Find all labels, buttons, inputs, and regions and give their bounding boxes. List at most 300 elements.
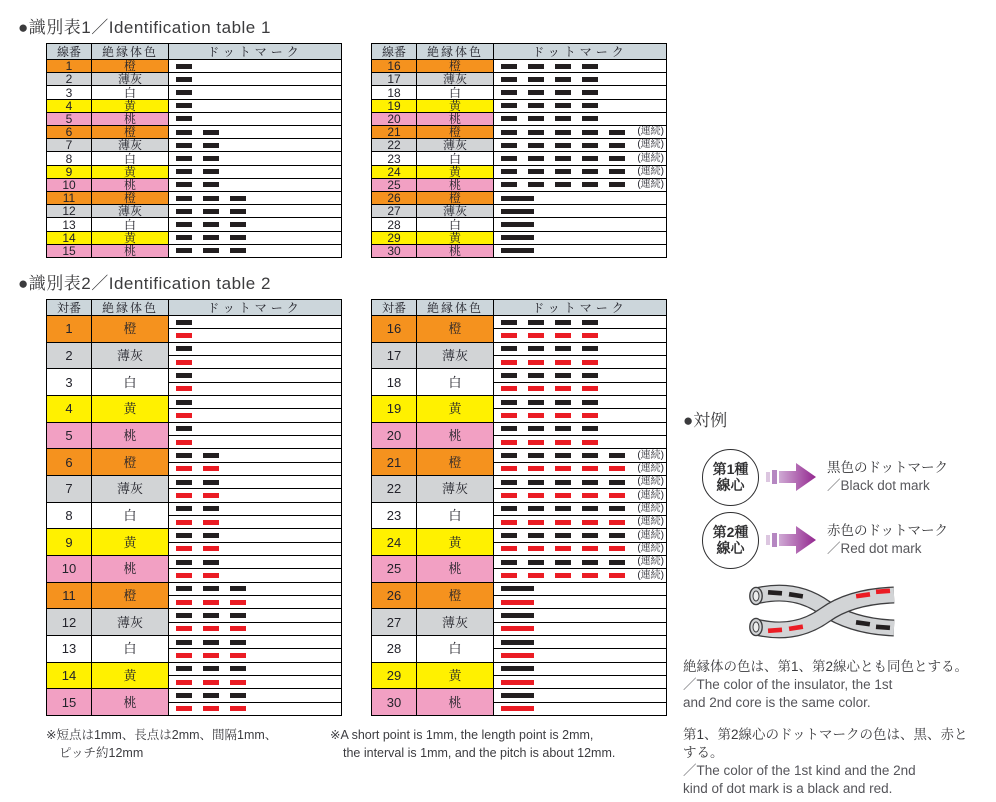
dot-dash xyxy=(555,520,571,525)
dot-dash xyxy=(609,480,625,485)
dot-dash xyxy=(230,680,246,685)
dot-dash xyxy=(555,182,571,187)
dot-dash xyxy=(501,248,534,253)
dot-dash xyxy=(582,426,598,431)
dot-dash xyxy=(501,196,534,201)
dot-dash xyxy=(555,320,571,325)
dot-mark-cell xyxy=(169,663,341,689)
dot-dash xyxy=(501,320,517,325)
wire-number-cell: 16 xyxy=(372,60,417,72)
table-row xyxy=(372,663,666,690)
dot-mark-cell xyxy=(494,369,666,395)
dot-dash xyxy=(555,143,571,148)
core-type-line: 第1種 xyxy=(712,460,749,477)
wire-number-cell: 29 xyxy=(372,232,417,244)
black-dot-row xyxy=(169,636,341,648)
wire-number-cell: 25 xyxy=(372,179,417,191)
core-type-line: 線心 xyxy=(716,540,745,556)
wire-number-cell: 12 xyxy=(47,205,92,217)
red-dot-row xyxy=(169,382,341,395)
insulator-color-cell: 白 xyxy=(92,503,169,529)
dot-dash xyxy=(528,453,544,458)
dot-mark-cell xyxy=(494,126,666,138)
wire-number-cell: 8 xyxy=(47,503,92,529)
dot-dash xyxy=(203,466,219,471)
wire-number-cell: 21 xyxy=(372,126,417,138)
wire-number-cell: 19 xyxy=(372,396,417,422)
column-header: 絶縁体色 xyxy=(92,300,169,315)
wire-number-cell: 13 xyxy=(47,218,92,230)
table-row xyxy=(47,152,341,165)
wire-number-cell: 8 xyxy=(47,152,92,164)
section-title-identification-table-1: ●識別表1／Identification table 1 xyxy=(18,18,271,37)
black-dot-row xyxy=(494,556,666,568)
dot-dash xyxy=(501,235,534,240)
black-dot-row xyxy=(494,423,666,435)
table-row xyxy=(47,529,341,556)
table-row xyxy=(47,689,341,715)
insulator-color-cell: 白 xyxy=(92,152,169,164)
continuous-label: (連続) xyxy=(637,165,664,177)
footnote-line: ※短点は1mm、長点は2mm、間隔1mm、 xyxy=(46,728,278,742)
dot-mark-cell xyxy=(494,449,666,475)
dot-mark-cell xyxy=(494,192,666,204)
dot-dash xyxy=(582,453,598,458)
red-dot-row xyxy=(494,462,666,475)
insulator-color-cell: 白 xyxy=(417,152,494,164)
dot-dash xyxy=(501,666,534,671)
dot-mark-cell xyxy=(169,100,341,112)
wire-number-cell: 4 xyxy=(47,100,92,112)
dot-dash xyxy=(501,346,517,351)
black-dot-row xyxy=(169,449,341,461)
red-dot-row xyxy=(494,435,666,448)
identification-table1-left xyxy=(46,43,342,258)
dot-dash xyxy=(203,533,219,538)
black-dot-row xyxy=(494,396,666,408)
insulator-color-cell: 橙 xyxy=(417,449,494,475)
dot-mark-cell xyxy=(169,449,341,475)
wire-number-cell: 22 xyxy=(372,476,417,502)
red-dot-row xyxy=(169,568,341,581)
dot-dash xyxy=(176,546,192,551)
red-dot-row xyxy=(169,462,341,475)
dot-mark-cell xyxy=(169,139,341,151)
wire-number-cell: 27 xyxy=(372,205,417,217)
insulator-color-cell: 薄灰 xyxy=(417,139,494,151)
insulator-color-cell: 薄灰 xyxy=(92,139,169,151)
dot-dash xyxy=(528,546,544,551)
dot-dash xyxy=(555,440,571,445)
red-dot-row xyxy=(169,435,341,448)
insulator-color-cell: 橙 xyxy=(92,192,169,204)
black-dot-row xyxy=(494,636,666,648)
dot-dash xyxy=(176,466,192,471)
footnote-japanese xyxy=(46,727,277,763)
table-row xyxy=(372,232,666,245)
dot-dash xyxy=(501,169,517,174)
table-row xyxy=(47,476,341,503)
red-dot-row xyxy=(494,702,666,715)
red-dot-row xyxy=(494,515,666,528)
red-dot-row xyxy=(494,382,666,395)
black-dot-row xyxy=(169,476,341,488)
red-dot-row xyxy=(494,622,666,635)
note-line: ／The color of the insulator, the 1st xyxy=(683,677,893,693)
continuous-label: (連続) xyxy=(637,139,664,151)
dot-dash xyxy=(203,130,219,135)
insulator-color-cell: 薄灰 xyxy=(92,609,169,635)
dot-mark-cell xyxy=(494,86,666,98)
note-line: 絶縁体の色は、第1、第2線心とも同色とする。 xyxy=(683,659,969,674)
wire-number-cell: 3 xyxy=(47,369,92,395)
table-row xyxy=(47,245,341,257)
black-dot-row xyxy=(494,583,666,595)
table-row xyxy=(372,139,666,152)
notes-block xyxy=(683,658,993,799)
table-row xyxy=(372,689,666,715)
dot-dash xyxy=(203,546,219,551)
dot-dash xyxy=(230,209,246,214)
dot-dash xyxy=(501,453,517,458)
dot-mark-cell xyxy=(494,663,666,689)
arrow-icon xyxy=(766,460,818,494)
footnote-line: ※A short point is 1mm, the length point is 2mm, xyxy=(330,728,594,742)
dot-mark-cell xyxy=(494,166,666,178)
table-row xyxy=(47,60,341,73)
dot-dash xyxy=(501,640,534,645)
dot-dash xyxy=(203,626,219,631)
dot-mark-cell xyxy=(494,476,666,502)
table-row xyxy=(372,449,666,476)
insulator-color-cell: 黄 xyxy=(417,529,494,555)
wire-number-cell: 17 xyxy=(372,343,417,369)
dot-dash xyxy=(176,453,192,458)
dot-dash xyxy=(230,235,246,240)
insulator-color-cell: 桃 xyxy=(92,179,169,191)
dot-mark-cell xyxy=(494,583,666,609)
dot-dash xyxy=(609,453,625,458)
dot-dash xyxy=(203,693,219,698)
wire-number-cell: 7 xyxy=(47,139,92,151)
dot-mark-cell xyxy=(494,73,666,85)
table-row xyxy=(372,343,666,370)
table-row xyxy=(47,609,341,636)
continuous-label: (連続) xyxy=(637,569,664,581)
dot-dash xyxy=(230,653,246,658)
dot-mark-cell xyxy=(169,166,341,178)
continuous-label: (連続) xyxy=(637,126,664,138)
table-row xyxy=(372,152,666,165)
black-dot-row xyxy=(169,556,341,568)
core-type-badge xyxy=(702,449,759,506)
dot-mark-cell xyxy=(169,192,341,204)
dot-dash xyxy=(528,116,544,121)
dot-mark-cell xyxy=(169,232,341,244)
insulator-color-cell: 薄灰 xyxy=(417,205,494,217)
red-dot-row xyxy=(169,648,341,661)
wire-number-cell: 4 xyxy=(47,396,92,422)
table-row xyxy=(372,529,666,556)
red-dot-row xyxy=(169,408,341,421)
table-row xyxy=(47,232,341,245)
dot-dash xyxy=(176,533,192,538)
dot-mark-cell xyxy=(494,689,666,715)
dot-mark-cell xyxy=(494,636,666,662)
wire-number-cell: 25 xyxy=(372,556,417,582)
dot-dash xyxy=(528,143,544,148)
table-row xyxy=(47,100,341,113)
insulator-color-cell: 白 xyxy=(417,636,494,662)
legend-item xyxy=(702,510,948,570)
identification-table2-right xyxy=(371,299,667,716)
insulator-color-cell: 桃 xyxy=(417,689,494,715)
table-row xyxy=(372,245,666,257)
dot-dash xyxy=(501,116,517,121)
table-header-row xyxy=(47,44,341,60)
table-row xyxy=(47,343,341,370)
red-dot-row xyxy=(169,328,341,341)
wire-number-cell: 11 xyxy=(47,192,92,204)
wire-number-cell: 24 xyxy=(372,166,417,178)
dot-dash xyxy=(555,77,571,82)
legend-label-en: ／Red dot mark xyxy=(827,541,922,556)
dot-mark-cell xyxy=(494,396,666,422)
dot-dash xyxy=(176,386,192,391)
table-row xyxy=(372,126,666,139)
insulator-color-cell: 白 xyxy=(92,218,169,230)
arrow-icon xyxy=(766,523,818,557)
insulator-color-cell: 黄 xyxy=(92,663,169,689)
insulator-color-cell: 桃 xyxy=(417,423,494,449)
black-dot-row xyxy=(169,609,341,621)
dot-dash xyxy=(176,706,192,711)
continuous-label: (連続) xyxy=(637,178,664,190)
red-dot-row xyxy=(494,488,666,501)
dot-dash xyxy=(203,235,219,240)
dot-dash xyxy=(609,506,625,511)
dot-dash xyxy=(501,560,517,565)
dot-dash xyxy=(203,493,219,498)
dot-dash xyxy=(528,182,544,187)
dot-dash xyxy=(582,130,598,135)
dot-dash xyxy=(501,77,517,82)
dot-mark-cell xyxy=(169,245,341,257)
black-dot-row xyxy=(494,529,666,541)
column-header: 対番 xyxy=(372,300,417,315)
dot-mark-cell xyxy=(169,316,341,342)
dot-mark-cell xyxy=(494,316,666,342)
dot-dash xyxy=(555,493,571,498)
dot-dash xyxy=(609,466,625,471)
wire-number-cell: 14 xyxy=(47,232,92,244)
dot-dash xyxy=(528,169,544,174)
dot-dash xyxy=(582,466,598,471)
table-row xyxy=(47,316,341,343)
dot-dash xyxy=(582,360,598,365)
table-row xyxy=(372,218,666,231)
core-type-badge xyxy=(702,512,759,569)
insulator-color-cell: 白 xyxy=(417,86,494,98)
dot-dash xyxy=(582,480,598,485)
core-type-line: 線心 xyxy=(716,477,745,493)
dot-mark-cell xyxy=(169,152,341,164)
legend-section-title: ●対例 xyxy=(683,411,728,430)
dot-mark-cell xyxy=(494,113,666,125)
insulator-color-cell: 橙 xyxy=(417,316,494,342)
wire-number-cell: 10 xyxy=(47,179,92,191)
table-row xyxy=(372,113,666,126)
dot-mark-cell xyxy=(494,152,666,164)
dot-dash xyxy=(501,360,517,365)
dot-dash xyxy=(528,360,544,365)
dot-mark-cell xyxy=(169,636,341,662)
dot-dash xyxy=(501,209,534,214)
legend-label-jp: 黒色のドットマーク xyxy=(827,460,948,476)
dot-dash xyxy=(176,333,192,338)
wire-number-cell: 11 xyxy=(47,583,92,609)
dot-dash xyxy=(555,156,571,161)
insulator-color-cell: 橙 xyxy=(92,60,169,72)
insulator-color-cell: 桃 xyxy=(92,423,169,449)
table-row xyxy=(372,60,666,73)
dot-dash xyxy=(230,600,246,605)
dot-dash xyxy=(176,586,192,591)
dot-dash xyxy=(528,493,544,498)
column-header: ドットマーク xyxy=(207,300,303,315)
dot-dash xyxy=(582,182,598,187)
wire-number-cell: 20 xyxy=(372,113,417,125)
dot-dash xyxy=(230,222,246,227)
dot-mark-cell xyxy=(169,503,341,529)
black-dot-row xyxy=(494,663,666,675)
dot-dash xyxy=(555,560,571,565)
wire-number-cell: 9 xyxy=(47,166,92,178)
table-row xyxy=(47,423,341,450)
black-dot-row xyxy=(494,689,666,701)
wire-number-cell: 27 xyxy=(372,609,417,635)
dot-dash xyxy=(176,666,192,671)
wire-number-cell: 28 xyxy=(372,636,417,662)
insulator-color-cell: 桃 xyxy=(92,689,169,715)
dot-dash xyxy=(609,520,625,525)
insulator-color-cell: 白 xyxy=(92,86,169,98)
red-dot-row xyxy=(494,408,666,421)
dot-mark-cell xyxy=(169,583,341,609)
red-dot-row xyxy=(169,702,341,715)
dot-dash xyxy=(528,333,544,338)
dot-dash xyxy=(203,506,219,511)
black-dot-row xyxy=(169,663,341,675)
wire-number-cell: 10 xyxy=(47,556,92,582)
dot-dash xyxy=(555,573,571,578)
wire-number-cell: 22 xyxy=(372,139,417,151)
table-row xyxy=(47,139,341,152)
dot-dash xyxy=(501,533,517,538)
table-row xyxy=(47,73,341,86)
continuous-label: (連続) xyxy=(637,489,664,501)
dot-dash xyxy=(501,480,517,485)
insulator-color-cell: 桃 xyxy=(92,113,169,125)
insulator-color-cell: 白 xyxy=(417,369,494,395)
red-dot-row xyxy=(169,515,341,528)
insulator-color-cell: 橙 xyxy=(417,192,494,204)
insulator-color-cell: 桃 xyxy=(92,245,169,257)
dot-dash xyxy=(609,573,625,578)
dot-dash xyxy=(176,626,192,631)
table-header-row xyxy=(47,300,341,316)
note-line: and 2nd core is the same color. xyxy=(683,695,871,711)
dot-dash xyxy=(582,169,598,174)
wire-number-cell: 18 xyxy=(372,86,417,98)
continuous-label: (連続) xyxy=(637,542,664,554)
dot-dash xyxy=(528,400,544,405)
continuous-label: (連続) xyxy=(637,476,664,488)
insulator-color-cell: 橙 xyxy=(417,60,494,72)
wire-number-cell: 28 xyxy=(372,218,417,230)
insulator-color-cell: 桃 xyxy=(92,556,169,582)
wire-number-cell: 9 xyxy=(47,529,92,555)
dot-dash xyxy=(528,156,544,161)
dot-dash xyxy=(609,546,625,551)
dot-dash xyxy=(176,196,192,201)
dot-dash xyxy=(501,520,517,525)
dot-dash xyxy=(230,626,246,631)
insulator-color-cell: 白 xyxy=(417,218,494,230)
dot-dash xyxy=(501,693,534,698)
insulator-color-cell: 橙 xyxy=(92,126,169,138)
dot-dash xyxy=(176,143,192,148)
dot-dash xyxy=(501,156,517,161)
table-row xyxy=(47,192,341,205)
insulator-color-cell: 黄 xyxy=(417,232,494,244)
dot-dash xyxy=(609,156,625,161)
dot-dash xyxy=(203,480,219,485)
dot-dash xyxy=(501,333,517,338)
black-dot-row xyxy=(494,343,666,355)
dot-dash xyxy=(555,116,571,121)
dot-mark-cell xyxy=(494,60,666,72)
table-header-row xyxy=(372,300,666,316)
dot-dash xyxy=(528,560,544,565)
black-dot-row xyxy=(169,343,341,355)
dot-dash xyxy=(555,346,571,351)
table-row xyxy=(47,113,341,126)
dot-dash xyxy=(528,130,544,135)
dot-dash xyxy=(609,182,625,187)
dot-dash xyxy=(528,573,544,578)
dot-dash xyxy=(176,520,192,525)
dot-dash xyxy=(582,506,598,511)
dot-dash xyxy=(555,426,571,431)
dot-mark-cell xyxy=(169,343,341,369)
dot-dash xyxy=(528,533,544,538)
dot-mark-cell xyxy=(494,139,666,151)
dot-dash xyxy=(203,600,219,605)
table-row xyxy=(372,396,666,423)
dot-dash xyxy=(501,413,517,418)
identification-table2-left xyxy=(46,299,342,716)
dot-dash xyxy=(555,333,571,338)
legend-label xyxy=(827,459,948,494)
dot-dash xyxy=(203,586,219,591)
dot-dash xyxy=(501,64,517,69)
dot-dash xyxy=(582,77,598,82)
dot-mark-cell xyxy=(169,126,341,138)
table-row xyxy=(372,179,666,192)
dot-dash xyxy=(501,493,517,498)
table-row xyxy=(372,556,666,583)
